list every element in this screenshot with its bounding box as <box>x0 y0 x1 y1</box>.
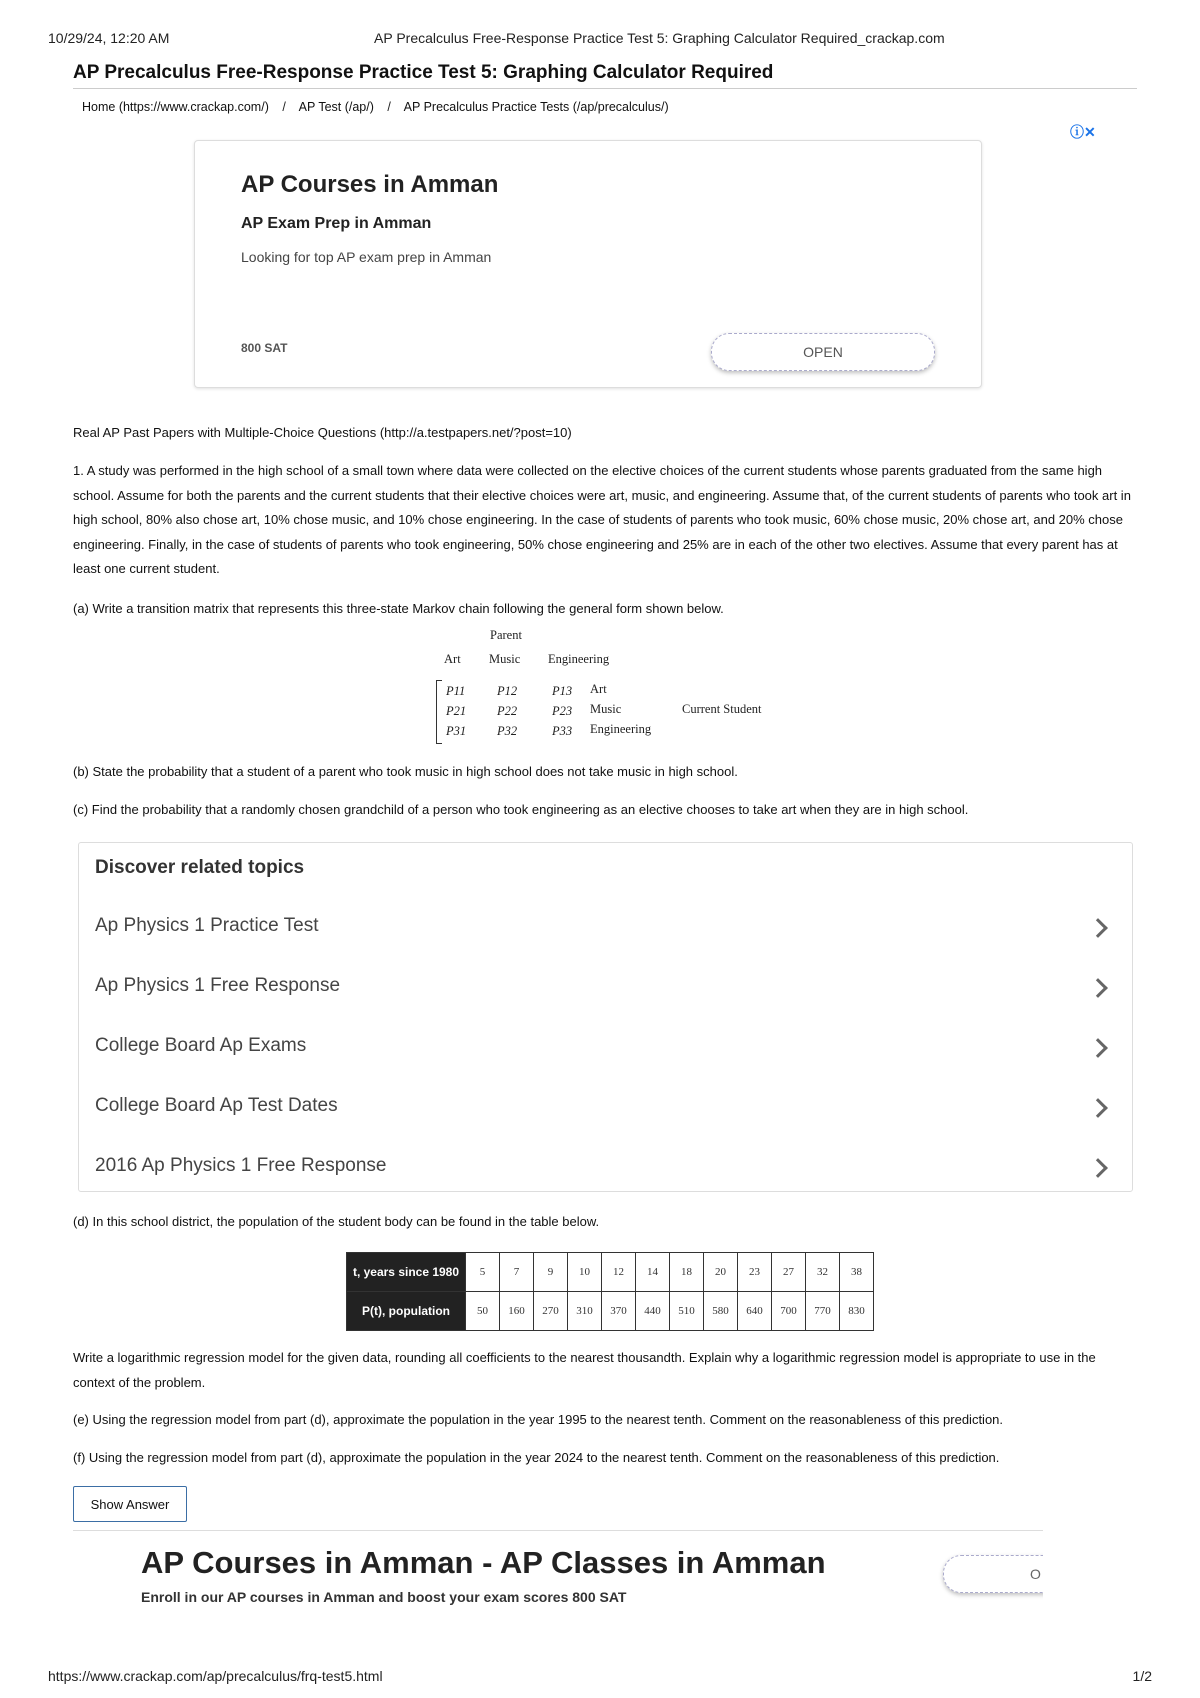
table-cell: 270 <box>534 1292 568 1331</box>
footer-url: https://www.crackap.com/ap/precalculus/frq-test5.html <box>48 1668 383 1684</box>
table-cell: 12 <box>602 1253 636 1292</box>
related-topic-label: College Board Ap Exams <box>95 1035 307 1056</box>
table-cell: 310 <box>568 1292 602 1331</box>
matrix-col-label: Music <box>489 652 521 666</box>
part-d-instructions: Write a logarithmic regression model for the given data, rounding all coefficients to the nearest thousandth. Explain why a logarithmic regression model is appropriate to use in the context of the problem. <box>73 1350 1096 1390</box>
print-header <box>48 30 1152 50</box>
matrix-col-label: Art <box>444 652 461 666</box>
matrix-col-label: Engineering <box>548 652 610 666</box>
related-topic-label: College Board Ap Test Dates <box>95 1095 338 1116</box>
print-datetime: 10/29/24, 12:20 AM <box>48 30 170 46</box>
population-table <box>346 1252 874 1331</box>
page-title: AP Precalculus Free-Response Practice Test 5: Graphing Calculator Required <box>73 62 1137 89</box>
ad-subheading: Enroll in our AP courses in Amman and boost your exam scores 800 SAT <box>141 1589 627 1605</box>
table-cell: 440 <box>636 1292 670 1331</box>
matrix-side-label: Current Student <box>682 702 762 716</box>
ad-subheading: AP Exam Prep in Amman <box>241 215 432 232</box>
part-e: (e) Using the regression model from part (d), approximate the population in the year 1995 to the nearest tenth. Comment on the reasonableness of this prediction. <box>73 1412 1004 1427</box>
chevron-right-icon <box>1088 1098 1108 1118</box>
table-cell: 18 <box>670 1253 704 1292</box>
table-cell: 27 <box>772 1253 806 1292</box>
table-cell: 20 <box>704 1253 738 1292</box>
table-row <box>347 1253 874 1292</box>
table-cell: 7 <box>500 1253 534 1292</box>
ad-heading: AP Courses in Amman - AP Classes in Amman <box>141 1545 826 1580</box>
related-topic-item[interactable] <box>79 1081 1132 1139</box>
matrix-row-label: Music <box>590 702 622 716</box>
table-cell: 640 <box>738 1292 772 1331</box>
part-d: (d) In this school district, the population of the student body can be found in the table below. <box>73 1214 600 1229</box>
matrix-cell: P22 <box>497 704 518 718</box>
related-topic-label: Ap Physics 1 Free Response <box>95 975 341 996</box>
table-cell: 700 <box>772 1292 806 1331</box>
matrix-cell: P31 <box>446 724 467 738</box>
breadcrumb-home[interactable]: Home (https://www.crackap.com/) <box>82 100 269 114</box>
ad-open-button[interactable] <box>943 1555 1043 1593</box>
table-cell: 580 <box>704 1292 738 1331</box>
breadcrumb-separator: / <box>387 100 391 114</box>
matrix-cell: P23 <box>552 704 573 718</box>
table-row <box>347 1292 874 1331</box>
matrix-cell: P33 <box>552 724 573 738</box>
table-cell: 14 <box>636 1253 670 1292</box>
print-title: AP Precalculus Free-Response Practice Test 5: Graphing Calculator Required_crackap.com <box>374 30 945 46</box>
matrix-parent-label: Parent <box>490 628 522 642</box>
transition-matrix-figure <box>430 630 790 745</box>
ad-choices-icon[interactable]: ⓘ✕ <box>1070 124 1096 140</box>
table-cell: 160 <box>500 1292 534 1331</box>
table-row-header: t, years since 1980 <box>347 1253 466 1292</box>
ad-open-button-label: O <box>1030 1566 1041 1582</box>
footer-page-number: 1/2 <box>1132 1668 1152 1684</box>
matrix-cell: P12 <box>497 684 518 698</box>
related-topic-item[interactable] <box>79 1021 1132 1079</box>
part-c: (c) Find the probability that a randomly chosen grandchild of a person who took engineering as an elective chooses to take art when they are in high school. <box>73 802 969 817</box>
ad-brand: 800 SAT <box>241 341 288 355</box>
show-answer-button[interactable]: Show Answer <box>73 1486 187 1522</box>
table-cell: 5 <box>466 1253 500 1292</box>
table-cell: 830 <box>840 1292 874 1331</box>
related-topic-item[interactable] <box>79 901 1132 959</box>
ad-open-button[interactable]: OPEN <box>711 333 935 371</box>
table-cell: 38 <box>840 1253 874 1292</box>
matrix-row-label: Art <box>590 682 607 696</box>
table-cell: 9 <box>534 1253 568 1292</box>
table-row-header: P(t), population <box>347 1292 466 1331</box>
related-topic-label: 2016 Ap Physics 1 Free Response <box>95 1155 387 1176</box>
matrix-cell: P11 <box>446 684 466 698</box>
chevron-right-icon <box>1088 1158 1108 1178</box>
chevron-right-icon <box>1088 978 1108 998</box>
discover-heading: Discover related topics <box>95 857 305 878</box>
ad-description: Looking for top AP exam prep in Amman <box>241 249 492 265</box>
matrix-row-label: Engineering <box>590 722 652 736</box>
table-cell: 770 <box>806 1292 840 1331</box>
matrix-cell: P32 <box>497 724 518 738</box>
question-intro: 1. A study was performed in the high school of a small town where data were collected on the elective choices of the current students whose parents graduated from the same high school. Assume for both the parents and the current students that their elective choices were art, music, and engineering. Assume that, of the current students of parents who took art in high school, 80% also chose art, 10% chose music, and 10% chose engineering. In the case of students of parents who took music, 60% chose music, 20% chose art, and 20% chose engineering. Finally, in the case of students of parents who took engineering, 50% chose engineering and 25% are in each of the other two electives. Assume that every parent has at least one current student. <box>73 463 1131 576</box>
chevron-right-icon <box>1088 1038 1108 1058</box>
ad-banner-top[interactable] <box>194 140 982 388</box>
breadcrumb-precalculus[interactable]: AP Precalculus Practice Tests (/ap/precalculus/) <box>403 100 669 114</box>
table-cell: 370 <box>602 1292 636 1331</box>
matrix-cell: P13 <box>552 684 573 698</box>
related-topic-label: Ap Physics 1 Practice Test <box>95 915 319 936</box>
ad-heading: AP Courses in Amman <box>241 171 499 198</box>
discover-related-topics <box>78 842 1133 1192</box>
table-cell: 10 <box>568 1253 602 1292</box>
breadcrumb-separator: / <box>282 100 286 114</box>
breadcrumb <box>82 100 669 114</box>
ad-banner-bottom[interactable] <box>73 1530 1043 1631</box>
table-cell: 510 <box>670 1292 704 1331</box>
related-topic-item[interactable] <box>79 961 1132 1019</box>
part-b: (b) State the probability that a student of a parent who took music in high school does not take music in high school. <box>73 764 738 779</box>
table-cell: 32 <box>806 1253 840 1292</box>
breadcrumb-ap-test[interactable]: AP Test (/ap/) <box>298 100 374 114</box>
chevron-right-icon <box>1088 918 1108 938</box>
real-ap-link-text[interactable]: Real AP Past Papers with Multiple-Choice Questions (http://a.testpapers.net/?post=10) <box>73 425 572 440</box>
related-topic-item[interactable] <box>79 1141 1132 1199</box>
part-a: (a) Write a transition matrix that represents this three-state Markov chain following the general form shown below. <box>73 601 724 616</box>
table-cell: 50 <box>466 1292 500 1331</box>
table-cell: 23 <box>738 1253 772 1292</box>
matrix-cell: P21 <box>446 704 467 718</box>
real-ap-link[interactable] <box>73 421 1137 446</box>
part-f: (f) Using the regression model from part (d), approximate the population in the year 2024 to the nearest tenth. Comment on the reasonableness of this prediction. <box>73 1450 1000 1465</box>
matrix-bracket <box>436 680 442 744</box>
